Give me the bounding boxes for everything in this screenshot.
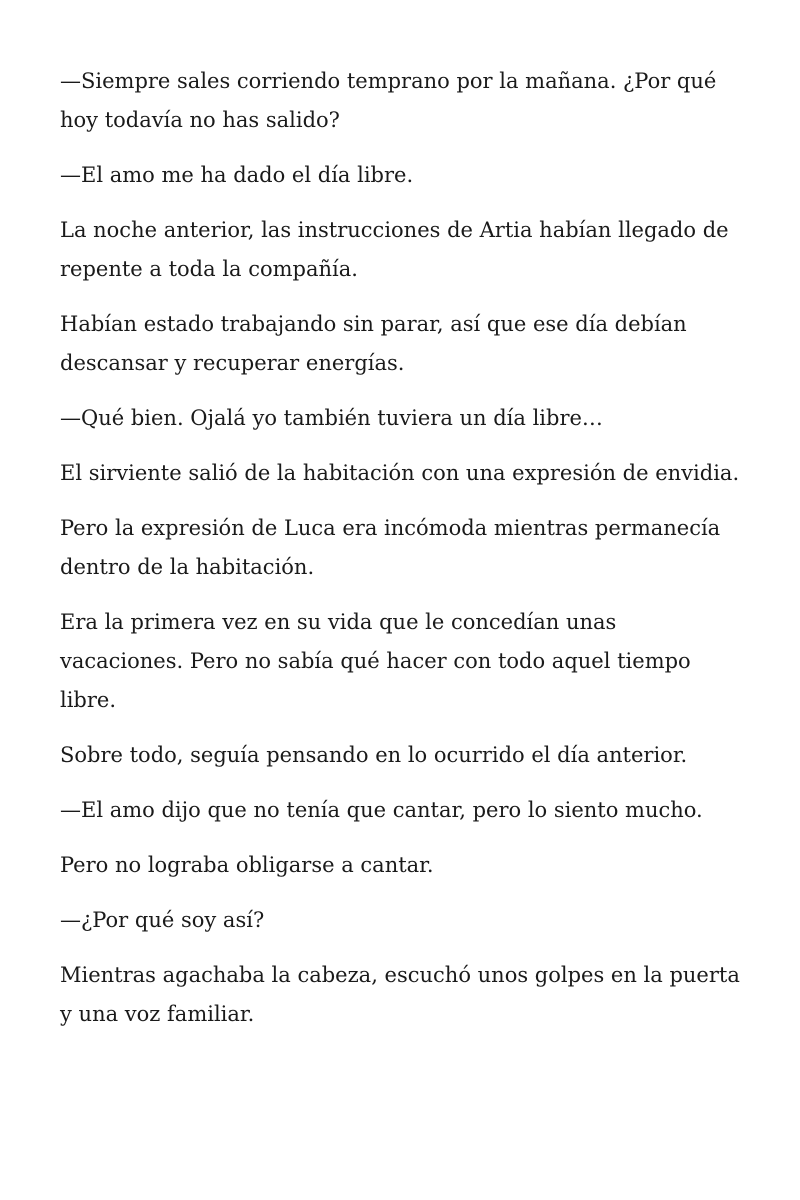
paragraph: —Qué bien. Ojalá yo también tuviera un día libre… [60, 406, 603, 430]
paragraph: Sobre todo, seguía pensando en lo ocurrido el día anterior. [60, 743, 688, 767]
paragraph: —El amo dijo que no tenía que cantar, pero lo siento mucho. [60, 798, 703, 822]
paragraph: Pero la expresión de Luca era incómoda mientras permanecía dentro de la habitación. [60, 516, 721, 579]
paragraph: La noche anterior, las instrucciones de Artia habían llegado de repente a toda la compañía. [60, 218, 729, 281]
paragraph: Era la primera vez en su vida que le concedían unas vacaciones. Pero no sabía qué hacer con todo aquel tiempo libre. [60, 610, 691, 712]
paragraph: Habían estado trabajando sin parar, así que ese día debían descansar y recuperar energías. [60, 312, 687, 375]
paragraph: —¿Por qué soy así? [60, 908, 265, 932]
paragraph: Pero no lograba obligarse a cantar. [60, 853, 434, 877]
paragraph: —El amo me ha dado el día libre. [60, 163, 414, 187]
paragraph: —Siempre sales corriendo temprano por la mañana. ¿Por qué hoy todavía no has salido? [60, 69, 717, 132]
paragraph: El sirviente salió de la habitación con una expresión de envidia. [60, 461, 740, 485]
paragraph: Mientras agachaba la cabeza, escuchó unos golpes en la puerta y una voz familiar. [60, 963, 740, 1026]
